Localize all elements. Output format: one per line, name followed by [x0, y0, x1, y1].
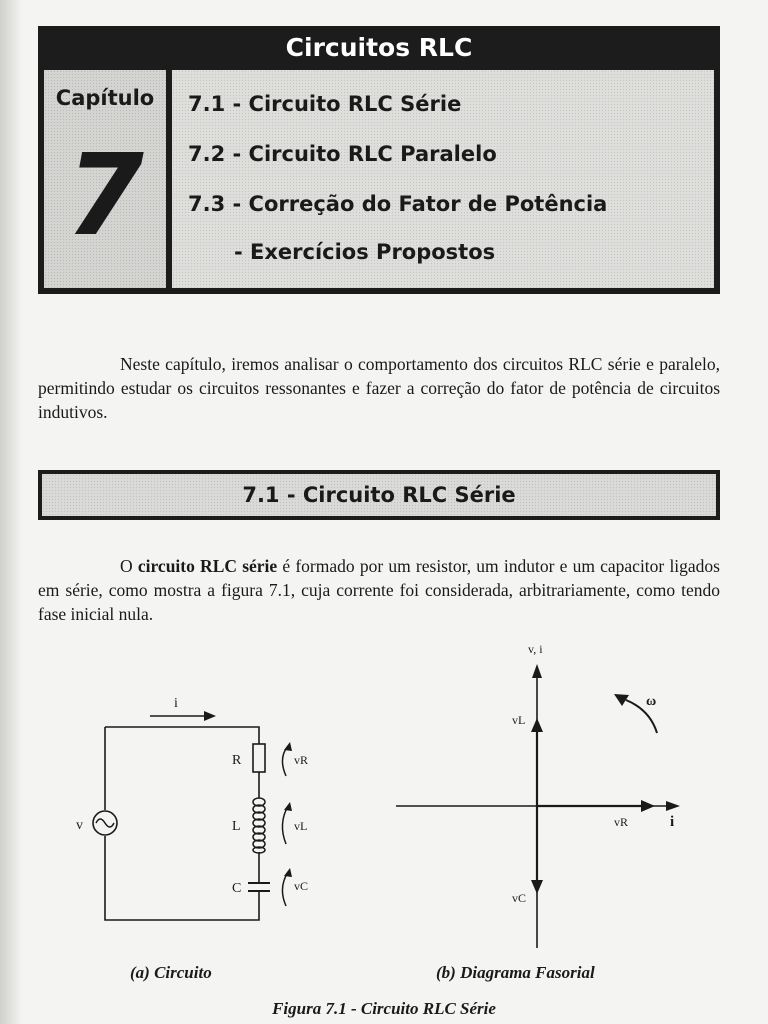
phasor-vc-label: vC [512, 891, 527, 905]
vc-label: vC [294, 879, 309, 893]
phasor-vr-label: vR [614, 815, 629, 829]
chapter-number: 7 [66, 131, 144, 261]
capacitor-label: C [232, 881, 242, 896]
source-label: v [76, 818, 83, 833]
horizontal-axis-label: i [670, 814, 675, 830]
inductor-label: L [232, 819, 241, 834]
chapter-title: Circuitos RLC [285, 33, 473, 62]
toc-item-exercises: - Exercícios Propostos [234, 240, 496, 264]
vertical-axis-arrowhead [532, 664, 542, 678]
section-title: 7.1 - Circuito RLC Série [42, 474, 716, 516]
chapter-label: Capítulo [55, 86, 155, 110]
caption-circuit: (a) Circuito [130, 963, 212, 982]
vertical-axis-label: v, i [528, 642, 543, 656]
omega-label: ω [646, 694, 657, 709]
paragraph-rest: é formado por um resistor, um indutor e um capacitor ligados em série, como mostra a figura 7.1, cuja corrente foi considerada, arbitrariamente, como tendo fase inicial nula. [38, 556, 720, 624]
vl-label: vL [294, 819, 308, 833]
phasor-vc-arrowhead [531, 880, 543, 894]
paragraph-start: O [120, 556, 138, 576]
toc-item-7-3: 7.3 - Correção do Fator de Potência [188, 192, 608, 216]
toc-item-7-1: 7.1 - Circuito RLC Série [188, 92, 462, 116]
phasor-vr-arrowhead [641, 800, 655, 812]
phasor-vl-label: vL [512, 713, 526, 727]
resistor-label: R [232, 753, 242, 768]
intro-paragraph: Neste capítulo, iremos analisar o comportamento dos circuitos RLC série e paralelo, permitindo estudar os circuitos ressonantes e fazer a correção do fator de potência de circuitos indutivos. [38, 354, 720, 422]
current-label: i [174, 696, 178, 711]
phasor-vl-arrowhead [531, 718, 543, 732]
figure-caption: Figura 7.1 - Circuito RLC Série [272, 999, 496, 1018]
paragraph-bold-term: circuito RLC série [137, 556, 278, 576]
vr-label: vR [294, 753, 309, 767]
caption-phasor: (b) Diagrama Fasorial [436, 963, 595, 982]
horizontal-axis-arrowhead [666, 801, 680, 811]
toc-item-7-2: 7.2 - Circuito RLC Paralelo [188, 142, 497, 166]
